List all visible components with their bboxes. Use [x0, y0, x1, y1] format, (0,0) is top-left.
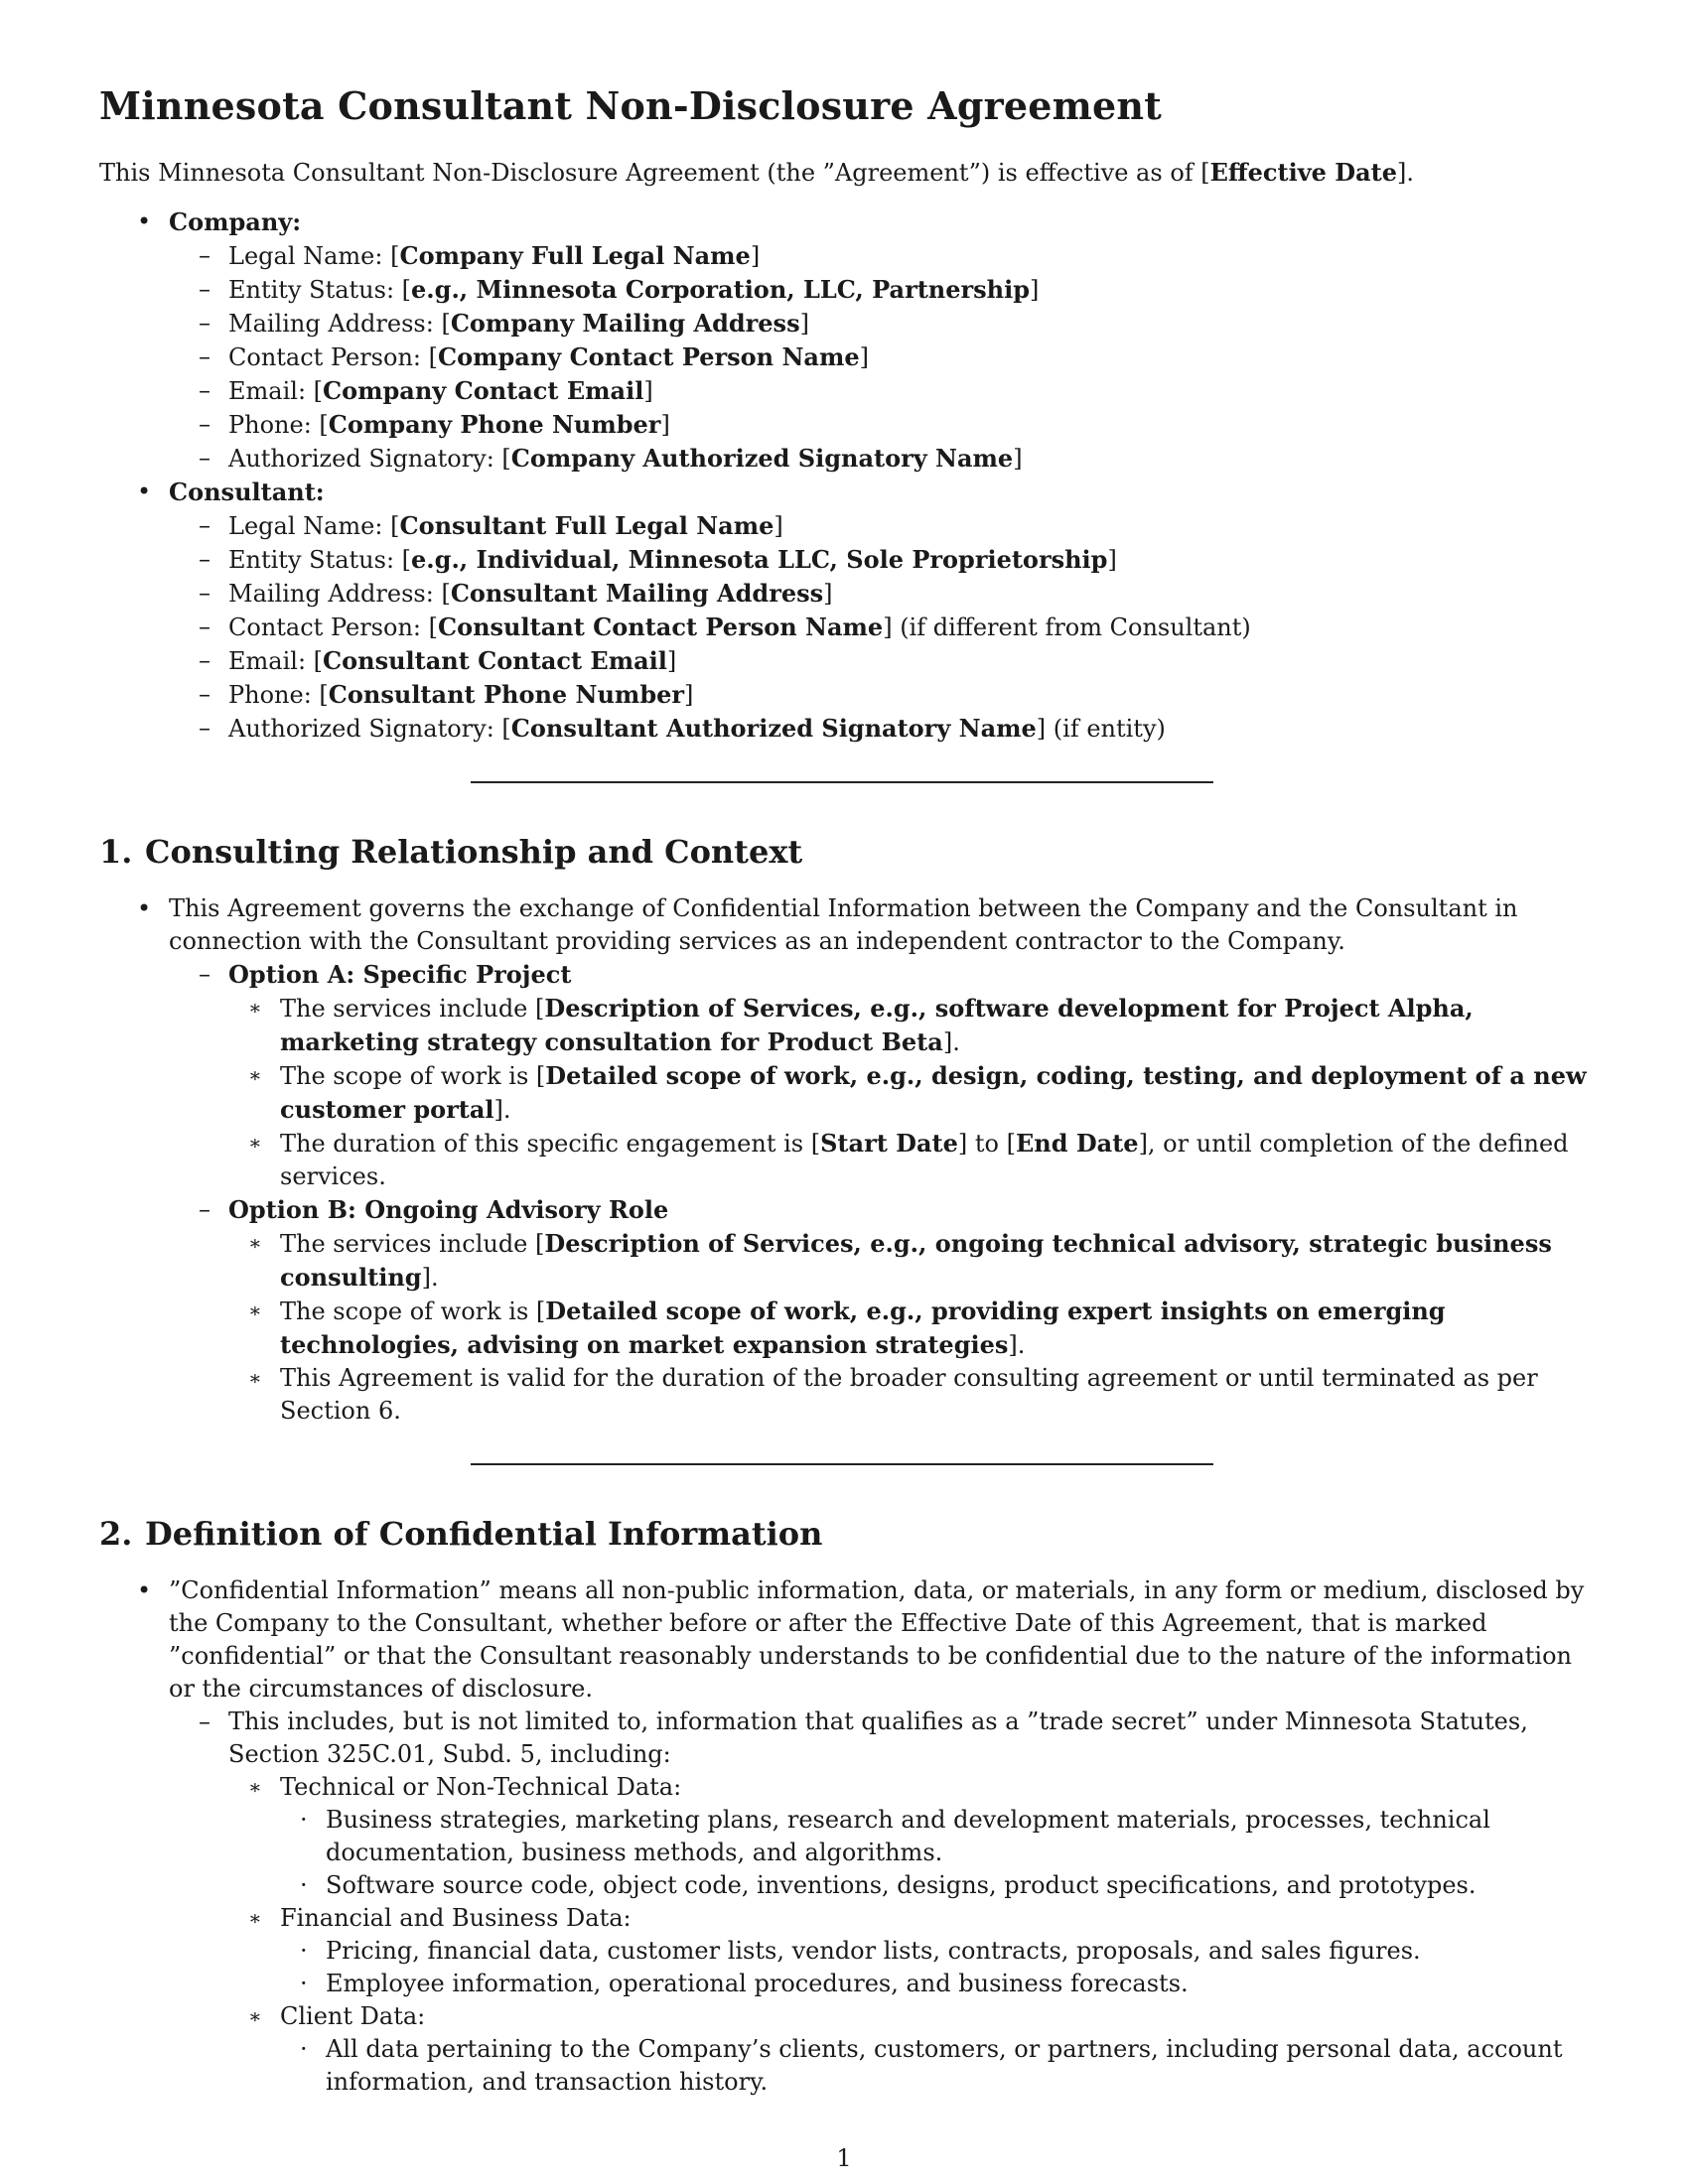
section-1-heading: [99, 833, 1589, 871]
field-suffix: ]: [643, 377, 653, 405]
field-label: Authorized Signatory: [: [228, 445, 511, 473]
intro-text-end: ].: [1397, 159, 1415, 187]
intro-text: This Minnesota Consultant Non-Disclosure Agreement (the ”Agreement”) is effective as of [: [99, 159, 1210, 187]
field-value: Consultant Phone Number: [328, 680, 685, 709]
category-item: [99, 1935, 1589, 1968]
dash-marker: –: [199, 960, 211, 988]
company-field: [99, 239, 1589, 273]
item-text-end: ].: [1008, 1331, 1026, 1359]
field-suffix: ]: [1107, 546, 1117, 574]
field-label: Legal Name: [: [228, 242, 400, 270]
field-value: Consultant Authorized Signatory Name: [510, 714, 1037, 743]
field-suffix: ]: [1030, 276, 1040, 304]
party-label: Consultant:: [169, 478, 325, 506]
party-consultant: [99, 476, 1589, 509]
field-suffix: ]: [859, 343, 869, 371]
option-a-duration: [99, 1127, 1589, 1193]
field-label: Contact Person: [: [228, 343, 438, 371]
consultant-field: [99, 543, 1589, 577]
bullet-marker: •: [137, 207, 152, 235]
dot-marker: ·: [300, 1806, 308, 1834]
star-marker: ∗: [248, 1775, 262, 1799]
item-placeholder: Description of Services, e.g., ongoing technical advisory, strategic business consulting: [280, 1229, 1552, 1292]
star-marker: ∗: [248, 1231, 262, 1255]
field-value: Company Phone Number: [328, 410, 661, 439]
item-text: The duration of this specific engagement is [: [280, 1130, 821, 1158]
field-suffix: ]: [750, 242, 761, 270]
field-value: Consultant Mailing Address: [450, 579, 824, 608]
section-2-paragraph: [99, 1574, 1589, 1706]
item-placeholder: Detailed scope of work, e.g., providing expert insights on emerging technologies, advising on market expansion strategies: [280, 1297, 1446, 1359]
field-value: Company Full Legal Name: [399, 241, 751, 270]
dash-marker: –: [199, 275, 211, 303]
category-text: Client Data:: [280, 2002, 426, 2030]
category-text: Financial and Business Data:: [280, 1904, 632, 1932]
dot-marker: ·: [300, 2035, 308, 2063]
field-value: e.g., Minnesota Corporation, LLC, Partnership: [411, 275, 1031, 304]
end-date-placeholder: End Date: [1015, 1129, 1139, 1158]
field-suffix: ]: [799, 310, 809, 338]
item-text: The services include [: [280, 995, 545, 1023]
dash-marker: –: [199, 714, 211, 742]
star-marker: ∗: [248, 1131, 262, 1155]
section-title: Consulting Relationship and Context: [145, 833, 803, 871]
section-1-list: [99, 892, 1589, 1428]
section-divider: [471, 1463, 1213, 1465]
category-label: [99, 1771, 1589, 1804]
section-title: Definition of Confidential Information: [145, 1515, 823, 1553]
item-placeholder: Detailed scope of work, e.g., design, coding, testing, and deployment of a new customer portal: [280, 1061, 1587, 1124]
category-text: Technical or Non-Technical Data:: [280, 1773, 682, 1801]
star-marker: ∗: [248, 2004, 262, 2028]
field-value: Consultant Contact Person Name: [437, 613, 884, 641]
item-text: Pricing, financial data, customer lists, vendor lists, contracts, proposals, and sales figures.: [326, 1937, 1421, 1965]
item-text: The scope of work is [: [280, 1062, 546, 1090]
section-2-list: [99, 1574, 1589, 2099]
field-value: Consultant Contact Email: [323, 646, 667, 675]
section-number: 2.: [99, 1515, 133, 1553]
field-value: Company Authorized Signatory Name: [510, 444, 1014, 473]
party-company: [99, 205, 1589, 239]
paragraph-text: This Agreement governs the exchange of Confidential Information between the Company and the Consultant in connection with the Consultant providing services as an independent contractor to the Company.: [169, 894, 1518, 955]
intro-paragraph: [99, 156, 1589, 190]
item-text: The services include [: [280, 1230, 545, 1258]
dash-marker: –: [199, 579, 211, 607]
item-text-end: ].: [421, 1264, 439, 1292]
dash-marker: –: [199, 376, 211, 404]
field-label: Phone: [: [228, 681, 329, 709]
effective-date-placeholder: Effective Date: [1209, 158, 1398, 187]
parties-list: [99, 205, 1589, 746]
star-marker: ∗: [248, 1298, 262, 1322]
option-b-item: [99, 1227, 1589, 1295]
item-text: Business strategies, marketing plans, research and development materials, processes, technical documentation, business methods, and algorithms.: [326, 1806, 1490, 1866]
option-b-heading: [99, 1193, 1589, 1227]
category-label: [99, 1902, 1589, 1935]
field-label: Email: [: [228, 647, 324, 675]
field-label: Entity Status: [: [228, 546, 412, 574]
section-2-heading: [99, 1515, 1589, 1553]
star-marker: ∗: [248, 1906, 262, 1930]
item-text-end: ].: [942, 1028, 960, 1056]
section-1-paragraph: [99, 892, 1589, 958]
dash-marker: –: [199, 444, 211, 472]
trade-secret-clause: [99, 1706, 1589, 1771]
field-label: Contact Person: [: [228, 614, 438, 641]
dash-marker: –: [199, 342, 211, 370]
field-label: Legal Name: [: [228, 512, 400, 540]
start-date-placeholder: Start Date: [820, 1129, 958, 1158]
field-label: Phone: [: [228, 411, 329, 439]
item-text-end: ], or until completion of the defined services.: [280, 1130, 1569, 1190]
option-a-item: [99, 992, 1589, 1059]
option-b-validity: [99, 1362, 1589, 1428]
dot-marker: ·: [300, 1871, 308, 1899]
dash-marker: –: [199, 613, 211, 640]
dash-marker: –: [199, 1707, 211, 1735]
field-value: e.g., Individual, Minnesota LLC, Sole Proprietorship: [411, 545, 1108, 574]
item-text-end: ].: [493, 1096, 511, 1124]
clause-text: This includes, but is not limited to, information that qualifies as a ”trade secret” under Minnesota Statutes, Section 325C.01, Subd. 5, including:: [228, 1707, 1528, 1768]
bullet-marker: •: [137, 478, 152, 505]
field-label: Mailing Address: [: [228, 310, 451, 338]
field-suffix: ]: [660, 411, 670, 439]
field-suffix: ]: [666, 647, 677, 675]
company-field: [99, 374, 1589, 408]
company-field: [99, 341, 1589, 374]
field-value: Company Contact Email: [323, 376, 644, 405]
option-b-item: [99, 1295, 1589, 1362]
party-label: Company:: [169, 207, 302, 236]
option-a-heading: [99, 958, 1589, 992]
category-item: [99, 1869, 1589, 1902]
field-value: Consultant Full Legal Name: [399, 511, 774, 540]
document-title: Minnesota Consultant Non-Disclosure Agreement: [99, 83, 1162, 128]
field-label: Authorized Signatory: [: [228, 715, 511, 743]
bullet-marker: •: [137, 1576, 152, 1604]
paragraph-text: ”Confidential Information” means all non-public information, data, or materials, in any form or medium, disclosed by the Company to the Consultant, whether before or after the Effective Date of this Agreement, that is marked ”confidential” or that the Consultant reasonably understands to be confidential due to the nature of the information or the circumstances of disclosure.: [169, 1576, 1585, 1703]
page-number: 1: [836, 2144, 852, 2172]
field-suffix: ]: [823, 580, 833, 608]
dot-marker: ·: [300, 1970, 308, 1997]
company-field: [99, 442, 1589, 476]
dash-marker: –: [199, 410, 211, 438]
option-title: Option B: Ongoing Advisory Role: [228, 1195, 669, 1224]
field-label: Email: [: [228, 377, 324, 405]
field-value: Company Contact Person Name: [437, 342, 860, 371]
star-marker: ∗: [248, 996, 262, 1020]
field-suffix: ]: [684, 681, 694, 709]
consultant-field: [99, 712, 1589, 746]
item-text: The scope of work is [: [280, 1297, 546, 1325]
item-text: Software source code, object code, inventions, designs, product specifications, and prototypes.: [326, 1871, 1477, 1899]
dash-marker: –: [199, 646, 211, 674]
company-field: [99, 307, 1589, 341]
option-a-item: [99, 1059, 1589, 1127]
document-page: [99, 83, 1589, 2099]
consultant-field: [99, 678, 1589, 712]
field-suffix: ]: [774, 512, 783, 540]
section-divider: [471, 781, 1213, 783]
category-item: [99, 1968, 1589, 2000]
field-label: Mailing Address: [: [228, 580, 451, 608]
item-text: All data pertaining to the Company’s clients, customers, or partners, including personal data, account information, and transaction history.: [326, 2035, 1563, 2096]
star-marker: ∗: [248, 1063, 262, 1087]
item-text: This Agreement is valid for the duration of the broader consulting agreement or until terminated as per Section 6.: [280, 1364, 1538, 1425]
bullet-marker: •: [137, 894, 152, 922]
field-suffix: ] (if entity): [1036, 715, 1166, 743]
dash-marker: –: [199, 680, 211, 708]
dash-marker: –: [199, 309, 211, 337]
item-placeholder: Description of Services, e.g., software development for Project Alpha, marketing strategy consultation for Product Beta: [280, 994, 1474, 1056]
field-label: Entity Status: [: [228, 276, 412, 304]
company-field: [99, 273, 1589, 307]
dash-marker: –: [199, 545, 211, 573]
dash-marker: –: [199, 1195, 211, 1223]
item-text: ] to [: [957, 1130, 1016, 1158]
consultant-field: [99, 644, 1589, 678]
item-text: Employee information, operational procedures, and business forecasts.: [326, 1970, 1189, 1997]
field-suffix: ]: [1013, 445, 1023, 473]
field-value: Company Mailing Address: [450, 309, 800, 338]
dot-marker: ·: [300, 1937, 308, 1965]
consultant-field: [99, 509, 1589, 543]
category-item: [99, 1804, 1589, 1869]
consultant-field: [99, 577, 1589, 611]
category-label: [99, 2000, 1589, 2033]
dash-marker: –: [199, 511, 211, 539]
company-field: [99, 408, 1589, 442]
star-marker: ∗: [248, 1366, 262, 1390]
dash-marker: –: [199, 241, 211, 269]
field-suffix: ] (if different from Consultant): [883, 614, 1251, 641]
consultant-field: [99, 611, 1589, 644]
section-number: 1.: [99, 833, 133, 871]
category-item: [99, 2033, 1589, 2099]
option-title: Option A: Specific Project: [228, 960, 572, 989]
